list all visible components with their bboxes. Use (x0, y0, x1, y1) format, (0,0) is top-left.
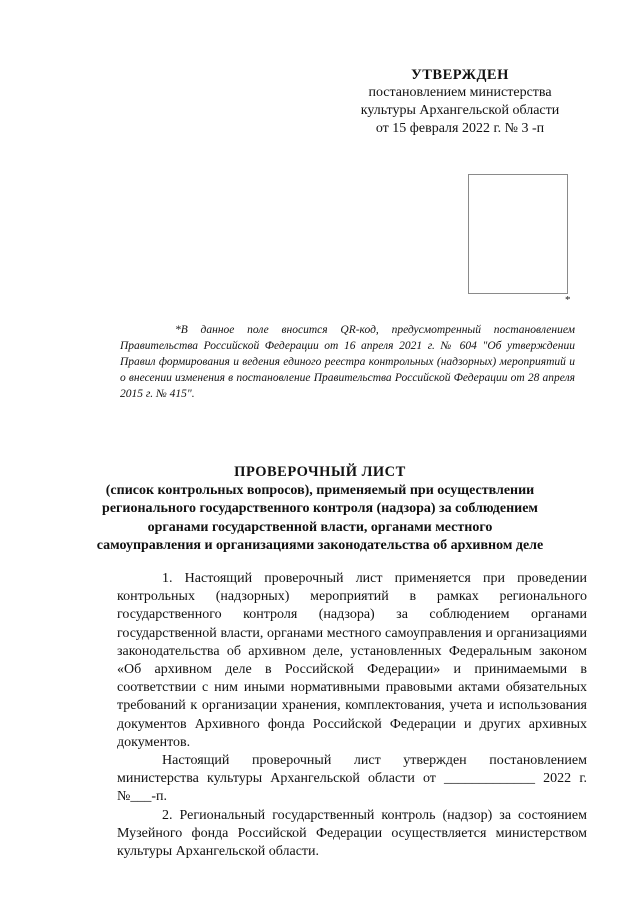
qr-code-placeholder (468, 174, 568, 294)
paragraph-1: 1. Настоящий проверочный лист применяется при проведении контрольных (надзорных) мероприятий в рамках регионального государственного контроля (надзора) за соблюдением органами государственной власти, органами местного самоуправления и организациями законодательства об архивном деле, установленных Федеральным законом «Об архивном деле в Российской Федерации» и принимаемыми в соответствии с ним иными нормативными правовыми актами обязательных требований к организации хранения, комплектования, учета и использования документов Архивного фонда Российской Федерации и других архивных документов. (117, 571, 587, 750)
approval-line-2: культуры Архангельской области (360, 103, 560, 118)
approval-line-1: постановлением министерства (368, 85, 552, 100)
qr-footnote-marker: * (565, 294, 571, 306)
document-title: ПРОВЕРОЧНЫЙ ЛИСТ (234, 464, 406, 480)
document-body (117, 570, 587, 861)
approval-block (330, 66, 590, 138)
document-subtitle: (список контрольных вопросов), применяемый при осуществлении регионального государственного контроля (надзора) за соблюдением органами государственной власти, органами местного самоуправления и организациями законодательства об архивном деле (96, 482, 544, 553)
paragraph-2: Настоящий проверочный лист утвержден постановлением министерства культуры Архангельской области от _____________ 2022 г. №___-п. (117, 753, 587, 805)
document-heading (95, 463, 545, 556)
paragraph-3: 2. Региональный государственный контроль (надзор) за состоянием Музейного фонда Российской Федерации осуществляется министерством культуры Архангельской области. (117, 807, 587, 860)
qr-footnote-text: *В данное поле вносится QR-код, предусмотренный постановлением Правительства Российской Федерации от 16 апреля 2021 г. № 604 "Об утверждении Правил формирования и ведения единого реестра контрольных (надзорных) мероприятий и о внесении изменения в постановление Правительства Российской Федерации от 28 апреля 2015 г. № 415". (120, 324, 575, 400)
approval-line-3: от 15 февраля 2022 г. № 3 -п (375, 121, 545, 136)
approval-title: УТВЕРЖДЕН (411, 67, 509, 83)
